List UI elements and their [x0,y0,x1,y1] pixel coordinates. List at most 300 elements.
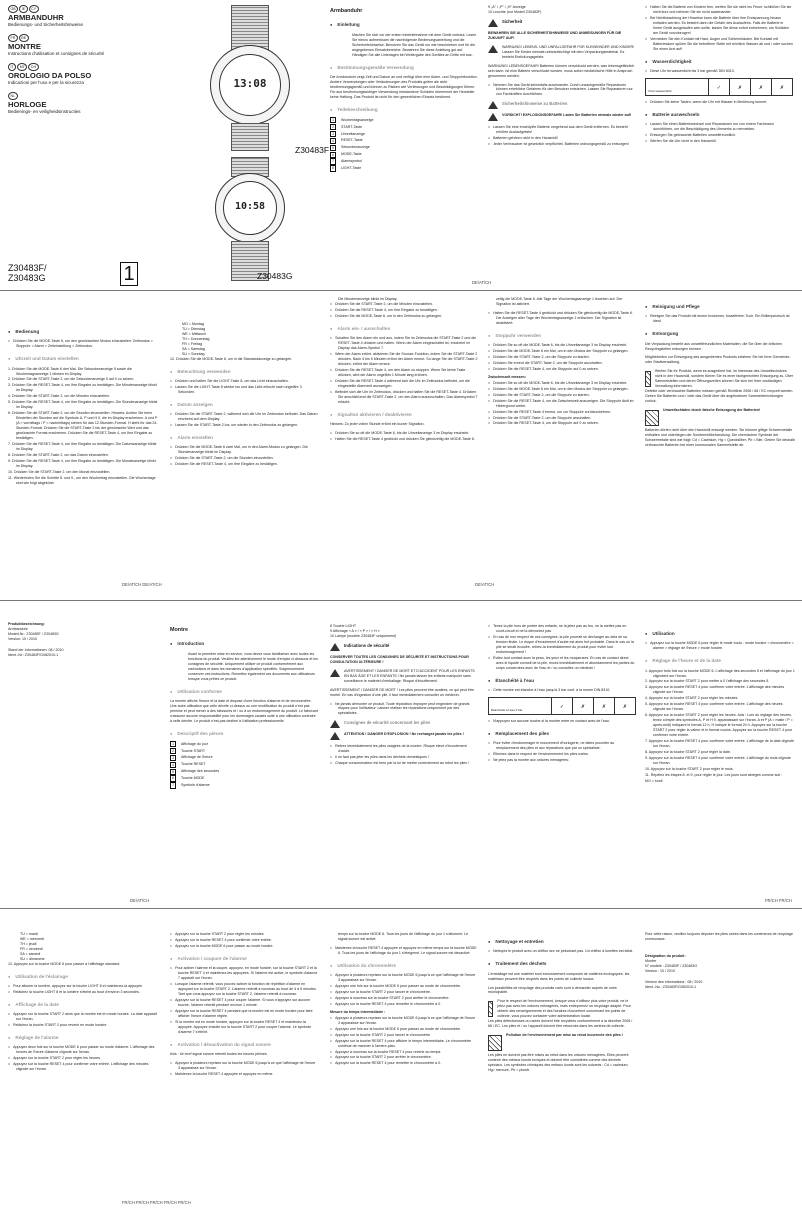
list-item: □ Appuyez sur la touche START 2 pour lancer le chronomètre. [330,1033,478,1038]
list-item: □ Drücken Sie die RESET-Taste 4, um die Zwischenzeit anzuzeigen. Die Stoppuhr läuft im Hintergrund weiter. [488,399,636,409]
paragraph: Machen Sie sich vor der ersten Inbetriebnahme mit dem Gerät vertraut. Lesen Sie hierzu aufmerksam die nachfolgende Bedienungsanleitung und die Sicherheitshinweise. Benutzen Sie das Gerät nur wie beschrieben und für die angegebenen Einsatzbereiche. Bewahren Sie diese Anleitung gut auf. Händigen Sie alle Unterlagen bei Weitergabe des Gerätes an Dritte mit aus. [352,32,477,57]
page-footer: FR/CH FR/CH [765,898,792,903]
list-item: □ Évitez tout contact avec la peau, les yeux et les muqueuses. En cas de contact direct avec le liquide corrosif de la pile, rincez immédiatement et abondamment les parties du corps concernées avec de l'eau et / ou consultez un médecin ! [488,656,636,671]
warning-triangle-icon [330,643,340,651]
part-number: 3 [170,755,176,761]
page-footer: DE/AT/CH [475,582,495,587]
cross-icon: ✗ [572,698,593,714]
day-abbrev: TH = jeudi [20,941,37,946]
list-item: 1. Appuyez trois fois sur la touche MODE 6. L'affichage des secondes 5 et l'affichage du jour 1 clignotent sur l'écran. [645,668,795,678]
list-item [330,158,478,164]
list-item: □ Drücken Sie so oft die MODE-Taste 6, bis die Uhrzeitanzeige 3 im Display erscheint. [488,381,636,386]
page3-col2 [170,624,318,889]
label-heading: Produktbezeichnung: [8,622,45,626]
day-abbrev: TU = mardi [20,932,38,936]
flag-badge: CH [28,63,38,71]
section-heading: ● Descriptif des pièces [170,731,318,737]
section-heading: ● Alarm ein- / ausschalten [330,326,478,332]
section-heading: ● Entsorgung [645,331,795,337]
warning-heading: Umweltschäden durch falsche Entsorgung der Batterien! [663,408,761,413]
section-heading: ● Signalton aktivieren / deaktivieren [330,412,478,418]
day-abbrev: SA = Samstag [182,346,205,351]
list-item: □ Appuyez sur la touche START 2 alors que la montre est en mode horaire. La date apparaît sur l'écran. [8,1012,158,1022]
label-heading: Désignation du produit : [645,953,687,958]
cross-icon: ✗ [771,79,792,95]
label-line: Modell-Nr.: Z30483F / Z30483G [8,631,59,636]
paragraph: Defekte oder verbrauchte Batterien müssen gemäß Richtlinie 2006 / 66 / EC recycelt werden. Geben Sie Batterien und / oder das Gerät über die angebotenen Sammeleinrichtungen zurück. [645,389,794,404]
paragraph: Avant la première mise en service, vous devez vous familiariser avec toutes les fonctions du produit. Veuillez lire attentivement le mode d'emploi ci-dessous et les consignes de sécurité. Uniquement utiliser ce produit conformément aux instructions et dans les domaines d'application spécifiés. Soigneusement conserver ces instructions. Remettez également ces documents aux utilisateurs lorsque vous prêtez ce produit. [188,651,318,681]
list-item: □ Drücken Sie so oft die MODE-Taste 6, bis die Uhrzeitanzeige 3 im Display erscheint. [330,431,478,436]
section-heading: ● Nettoyage et entretien [488,939,636,945]
list-item: □ Drücken Sie die RESET-Taste 4, um die Stoppuhr auf 0 zu setzen. [488,421,636,426]
page4-col1 [8,932,158,1194]
list-item: □ Drücken Sie die MODE-Taste 6 ein Mal, um in den Modus der Stoppuhr zu gelangen. [488,387,636,392]
list-item: □ Halten Sie die RESET-Taste 4 gedrückt und drücken Sie gleichzeitig die MODE-Taste 6. [330,437,478,442]
list-item: □ Relâchez la touche START 2 pour revenir en mode horaire. [8,1023,158,1028]
list-item: □ Drücken Sie die RESET-Taste 4 während sich die Uhr im Zeitmodus befindet, um die eingestellte Alarmzeit anzuzeigen. [330,379,478,389]
paragraph: zeitig die MODE-Taste 6. Alle Tage der Wochentagsanzeige 1 leuchten auf. Der Signalton ist aktiviert. [496,297,623,306]
warning-triangle-icon [330,720,340,728]
list-item: 1. Drücken Sie die MODE-Taste 6 drei Mal. Die Sekundenanzeige 5 sowie die Wochentagsanzeige 1 blinken im Display. [8,366,132,376]
part-label: Touche START [181,748,206,753]
part-label: Touche MODE [181,776,205,781]
check-icon: ✓ [551,698,572,714]
day-abbrev: FR = Freitag [182,341,203,346]
list-item: □ Appuyez une fois sur la touche MODE 6 pour passer au mode de chronomètre. [330,984,478,989]
list-item: 4. Drücken Sie die START-Taste 2, um die Minuten einzustellen. [8,394,110,399]
list-item [330,124,478,130]
part-label: MODE-Taste [341,152,362,157]
pollution-block [488,1033,636,1053]
list-item [170,762,318,768]
page2-col2 [170,322,318,587]
part-line: 9 Affichage « A » / « P » / « H » [330,628,380,633]
watch-illustrations [195,5,330,290]
list-item: □ Diese Uhr ist wasserdicht bis 3 bar gemäß DIN 8310. [645,69,793,74]
list-item: 9. Appuyez sur la touche RESET 4 pour confirmer votre entrée. L'affichage du mois clignote sur l'écran. [645,755,791,765]
list-item: □ Drücken Sie die RESET-Taste 4, um den Alarm zu stoppen. Wenn Sie keine Taste drücken, wird der Alarm ungefähr 1 Minute lang ertönen. [330,368,478,378]
list-item: □ Drücken und halten Sie die LIGHT-Taste 8, um das Licht einzuschalten. [170,379,318,384]
brand-subtitle: Bedienungs- und Sicherheitshinweise [8,22,84,27]
list-item: 6. Appuyez sur la touche START 2 pour régler les heures. Avis : Lors du réglage des heures, tenez compte des symboles A, P et H 9, apparaissant sur l'écran. A et P (A = matin / P = après-midi) indiquent le format 12 h. H indique le format 24 h. Appuyez sur la touche START 2 pour régler la valeur et le format voulus. Appuyez sur la touche RESET 4 pour confirmer votre entrée. [645,713,793,737]
part-label: RESET-Taste [341,138,363,143]
list-item: □ Appuyez une fois sur la touche MODE 6 pour passer au mode de chronomètre. [330,1027,478,1032]
day-abbrev: MO = Montag [182,322,204,326]
page-3 [0,602,802,907]
paragraph: Möglichkeiten zur Entsorgung des ausgedienten Produkts erfahren Sie bei Ihrer Gemeinde- oder Stadtverwaltung. [645,355,791,365]
cross-icon: ✗ [593,698,614,714]
part-number: 5 [330,145,336,151]
list-item: □ Pour activer l'alarme et la couper, appuyez, en mode horaire, sur la touche START 2 et la touche RESET 4 et maintenez-les appuyées. Si l'alarme est active, le symbole d'alarme 7 apparaît sur l'écran. [170,966,318,981]
section-heading: ● Activation / désactivation du signal sonore [170,1042,318,1048]
paragraph: 12. Drücken Sie die MODE-Taste 6, um in die Standardanzeige zu gelangen. [170,356,293,361]
list-item: □ En cas de non respect de ces consignes, la pile pourrait se décharger au-delà de sa tension finale. Le risque d'écoulement d'acide est alors fort probable. Dans le cas où la pile se serait écoulée, retirez-la immédiatement du produit pour éviter tout endommagement ! [488,635,636,655]
list-item: □ Ne jamais démonter ce produit. Toute réparation impropre peut engendrer de grands risques pour l'utilisateur. Laisser réaliser les réparations uniquement par des spécialistes. [330,702,478,717]
cross-icon: ✗ [750,79,771,95]
warning-block [488,113,636,121]
paragraph: Pour cette raison, veuillez toujours déposer les piles usées dans les conteneurs de recyclage communaux. [645,932,794,941]
brand-it [8,63,158,86]
brand-title: MONTRE [8,42,41,51]
list-item: □ Entsorgen Sie gebrauchte Batterien umweltfreundlich. [645,133,793,138]
paragraph: Die Armbanduhr zeigt Zeit und Datum an und verfügt über eine Alarm- und Stoppuhrfunktion. Andere Verwendungen oder Veränderungen des Produkts gelten als nicht bestimmungsgemäß und können zu Risiken wie Verletzungen und Beschädigungen führen. Für aus bestimmungswidriger Verwendung entstandene Schäden übernimmt der Hersteller keine Haftung. Das Produkt ist nicht für den gewerblichen Einsatz bestimmt. [330,74,478,99]
brand-title: OROLOGIO DA POLSO [8,71,92,80]
paragraph: AVERTISSEMENT ! DANGER DE MORT ! Les piles peuvent être avalées, ce qui peut être mortel. En cas d'ingestion d'une pile, il faut immédiatement consulter un médecin. [330,687,475,697]
paragraph: BEWAHREN SIE ALLE SICHERHEITSHINWEISE UND ANWEISUNGEN FÜR DIE ZUKUNFT AUF! [488,30,622,40]
page2-col1 [8,322,158,587]
subheading: Mesure du temps intermédiaire : [330,1009,386,1014]
safety-header [488,19,636,27]
list-item: □ Appuyez sur la touche MODE 6 pour passer au mode horaire. [170,944,318,949]
list-item: □ Relâchez la touche LIGHT 8 et la lumière s'éteint au bout d'environ 3 secondes. [8,990,158,995]
list-item: □ Lassen Sie die START-Taste 2 los, um wieder in den Zeitmodus zu gelangen. [170,423,318,428]
crossed-bin-icon [488,1035,502,1051]
parts-list [330,117,478,172]
list-item: □ Reinigen Sie das Produkt mit einem trockenen, fusselfreien Tuch. Ein Brillenputztuch ist ideal. [645,314,795,324]
list-item: □ Pour allumer la lumière, appuyez sur la touche LIGHT 8 et maintenez-la appuyée. [8,984,158,989]
list-item: □ Appuyez sur la touche RESET 4 pour afficher le temps intermédiaire. Le chronomètre continue de marcher à l'arrière-plan. [330,1039,478,1049]
page1-col3 [488,5,636,275]
list-item: □ Halten Sie die RESET-Taste 4 gedrückt und drücken Sie gleichzeitig die MODE-Taste 6. Die Anzeigen aller Tage der Wochentagsanzeige 1 erlöschen. Der Signalton ist deaktiviert. [488,311,636,326]
list-item: □ Drücken Sie die MODE-Taste 6 zwei Mal, um in den Alarm-Modus zu gelangen. Die Stundenanzeige blinkt im Display. [170,445,318,455]
list-item: □ Drücken Sie erneut die START-Taste 2, um die Stoppuhr anzuhalten. [488,361,636,366]
steps-list [8,367,158,486]
warning-triangle-icon [488,113,498,121]
list-item: □ Drücken Sie die RESET-Taste 4, um Ihre Eingabe zu bestätigen. [170,462,318,467]
list-item [330,145,478,151]
page-divider [0,290,802,291]
list-item: 7. Drücken Sie die RESET-Taste 4, um Ihre Eingabe zu bestätigen. Die Datumsanzeige blinkt im Display. [8,441,157,451]
text-line: Die Minutenanzeige blinkt im Display. [338,297,398,301]
part-number: 8 [330,165,336,171]
list-item: □ Befindet sich die Uhr im Zeitmodus, drücken und halten Sie die RESET-Taste 4. Drücken Sie anschließend die START-Taste 2, um den Alarm auszuschalten. Das Alarmsymbol 7 erlischt. [330,390,478,405]
model-line: Z30483G [8,273,46,283]
list-item: □ Si la montre est en mode horaire, appuyez sur la touche RESET 4 et maintenez-la appuyée. Appuyez ensuite sur la touche START 2 pour couper l'alarme. Le symbole d'alarme 7 s'éteint. [170,1020,318,1035]
part-label: Uhrzeitanzeige [341,131,365,136]
list-item: □ Nehmen Sie das Gerät keinesfalls auseinander. Durch unsachgemäße Reparaturen können erhebliche Gefahren für den Benutzer entstehen. Lassen Sie Reparaturen nur von Fachkräften durchführen. [488,83,636,98]
part-number: 3 [330,131,336,137]
part-number: 5 [170,769,176,775]
list-item [170,782,318,788]
info-line: Stand der Informationen: 08 / 2010 [8,647,64,652]
section-heading: ● Réglage de l'alarme [8,1035,158,1041]
section-heading: ● Einleitung [330,22,478,28]
info-line: Version des informations : 08 / 2010 [645,979,703,984]
warning-text: AVERTISSEMENT ! DANGER DE MORT ET D'ACCIDENT POUR LES ENFANTS EN BAS ÂGE ET LES ENFANTS ! Ne jamais laisser les enfants manipuler sans surveillance le matériel d'emballage. Risque d'étouffement. [344,668,475,683]
warning-triangle-icon [330,669,340,677]
part-number: 4 [330,138,336,144]
page3-col4 [488,624,636,889]
brand-title: HORLOGE [8,100,47,109]
check-icon: ✓ [708,79,729,95]
list-item: □ Appuyez sur la touche START 2 pour lancer le chronomètre. [330,990,478,995]
list-item: 2. Drücken Sie die START-Taste 2, um die Sekundenanzeige 5 auf 0 zu setzen. [8,377,135,382]
list-item: □ Drücken Sie die START-Taste 2, um die Stoppuhr anzuhalten. [488,416,636,421]
section-heading: ● Bestimmungsgemäße Verwendung [330,65,478,71]
list-item [170,775,318,781]
list-item: □ Drücken Sie keine Tasten, wenn die Uhr mit Wasser in Berührung kommt. [645,100,793,105]
list-item: 11. Répétez les étapes 8. et 9. pour régler le jour. Les jours sont abrégés comme suit : [645,772,783,777]
label-line: Version : 10 / 2010 [645,968,675,973]
section-heading: ● Remplacement des piles [488,731,636,737]
list-item [170,755,318,761]
list-item: □ Drücken Sie die START-Taste 2, um die Stoppuhr zu starten. [488,355,636,360]
steps-list [645,669,795,784]
page-footer: DE/AT/CH DE/AT/CH [122,582,162,587]
part-line: 10 Leuchte (nur Modell Z30483F) [488,9,542,14]
day-abbrev: TH = Donnerstag [182,336,210,341]
page-footer: DE/AT/CH [472,280,492,285]
list-item: □ Drücken Sie die START-Taste 2, um die Stoppuhr zu starten. [488,393,636,398]
watch-label: Z30483F [295,145,330,155]
list-item: □ Drücken Sie die RESET-Taste 4 erneut, um zur Stoppuhr zurückzukehren. [488,410,636,415]
part-label: Touche RESET [181,762,206,767]
day-abbrev: WE = Mittwoch [182,331,207,336]
list-item: 5. Appuyez sur la touche RESET 4 pour confirmer votre entrée. L'affichage des heures clignote sur l'écran. [645,702,783,712]
section-heading: ● Traitement des déchets [488,961,636,967]
list-item [330,138,478,144]
paragraph: L'emballage est une matériel sont exclusivement composés de matières écologiques. les matériaux peuvent être recyclés dans les points de collecte locaux. [488,971,630,981]
list-item: 3. Drücken Sie die RESET-Taste 4, um Ihre Eingabe zu bestätigen. Die Minutenanzeige blinkt im Display. [8,383,157,393]
label-line: Version: 10 / 2010 [8,636,37,641]
part-number: 6 [330,152,336,158]
crossed-bin-icon [645,410,659,426]
crossed-bin-icon [488,1001,493,1017]
warning-heading: Pollution de l'environnement par mise au rebut incorrecte des piles ! [506,1033,624,1038]
model-line: Z30483F/ [8,263,47,273]
section-heading: ● Affichage de la date [8,1002,158,1008]
page4-col5 [645,932,795,1194]
list-item [330,131,478,137]
day-abbrev: SA = samedi [20,951,41,956]
paragraph: Les piles ne doivent pas être mises au rebut dans les ordures ménagères. Elles peuvent contenir des métaux lourds toxiques et doivent être considérés comme des déchets spéciaux. Les symboles chimiques des métaux lourds sont les suivants : Cd = cadmium, Hg= mercure, Pb = plomb. [488,1053,629,1073]
list-item: □ Appuyez à nouveau sur la touche RESET 4 pour revenir au temps. [330,1050,478,1055]
note: Hinweis: Zu jeder vollen Stunde ertönt ein kurzer Signalton. [330,421,425,426]
paragraph: La montre affiche l'heure et la date et dispose d'une fonction d'alarme et de chronomètre. Une autre utilisation que celle décrite ci-dessus ou une modification du produit n'est pas permise et peut mener à des blessures et / ou à un endommagement du produit. Le fabricant n'assume aucune responsabilité pour les dommages causés suite à une utilisation contraire à celle décrite. Le produit n'est pas destiné à l'utilisation professionnelle. [170,698,318,723]
label-line: N° modèle : Z30483F / Z30483G [645,963,698,968]
list-item: □ Chaque consommateur est tenu par la loi de mettre correctement au rebut les piles ! [330,761,478,766]
part-number: 1 [170,741,176,747]
list-item: □ Appuyez à plusieurs reprises sur la touche MODE 6 jusqu'à ce que l'affichage de l'heure 3 apparaisse sur l'écran. [330,973,478,983]
model-number [8,263,47,283]
warning-text: WARNUNG! LEBENS- UND UNFALLGEFAHR FÜR KLEINKINDER UND KINDER! Lassen Sie Kinder niemals unbeaufsichtigt mit dem Verpackungsmaterial. Es besteht Erstickungsgefahr. [502,44,635,59]
note: Avis : Un bref signal sonore retentit toutes les heures pleines. [170,1051,268,1056]
warning-triangle-icon [330,732,340,740]
list-item: 10. Drücken Sie die START-Taste 2, um den Monat einzustellen. [8,469,111,474]
warning-triangle-icon [488,101,498,109]
page2-col3 [330,297,478,587]
list-item: □ Lassen Sie einen Batteriewechsel und Reparaturen nur von einem Fachmann durchführen, um die Beschädigung des Uhrwerks zu vermeiden. [645,122,793,132]
subheading: Zwischenzeit messen: [488,374,526,379]
flag-badge: GB [8,5,18,13]
day-abbrev: FR = vendredi [20,946,43,951]
day-abbrev: SU = Sonntag [182,351,205,356]
list-item: 7. Appuyez sur la touche RESET 4 pour confirmer votre entrée. L'affichage de la date clignote sur l'écran. [645,738,794,748]
page3-col3 [330,624,478,889]
warning-text: ATTENTION ! DANGER D'EXPLOSION ! Ne rechargez jamais les piles ! [344,732,464,737]
list-item: 11. Wiederholen Sie die Schritte 8. und 9., um den Wochentag einzustellen. Die Wochentage sind wie folgt abgekürzt: [8,475,156,485]
safety-header [330,643,478,651]
list-item: □ Retirez immédiatement les piles usagées de la montre. Risque élevé d'écoulement d'acide. [330,744,478,754]
list-item: □ Appuyez deux fois sur la touche MODE 6 pour passer au mode d'alarme. L'affichage des heures de l'heure d'alarme clignote sur l'écran. [8,1045,158,1055]
list-item: □ Lassen Sie eine erschöpfte Batterie umgehend aus dem Gerät entfernen. Es besteht erhöhte Auslaufgefahr! [488,125,636,135]
paragraph: Les possibilités de recyclage des produits usés sont à demander auprès de votre municipalité. [488,985,617,995]
day-abbrev: TU = Dienstag [182,326,206,331]
list-item [170,748,318,754]
list-item: □ Appuyez sur la touche RESET 4 pour confirmer votre entrée. L'affichage des minutes clignote sur l'écran. [8,1062,158,1072]
list-item [330,152,478,158]
section-heading: ● Wasserdichtigkeit [645,59,793,65]
list-item: □ Pour éviter d'endommager le mouvement d'horlogerie, ne faites procéder au remplacement des piles et aux réparations que par un spécialiste. [488,741,636,751]
section-heading: ● Activation / coupure de l'alarme [170,956,318,962]
battery-safety-header [330,720,478,728]
page-4 [0,910,802,1209]
list-item: □ Lorsque l'alarme retentit, vous pouvez activer la fonction de répétition d'alarme en appuyant sur la touche START 2. L'alarme retentit à nouveau au bout de 4 à 5 minutes. Tant que vous appuyez sur la touche START 2, l'alarme retentit à nouveau. [170,982,318,997]
watch-f-lcd: 13:08 [233,77,267,90]
part-label: Wochentagsanzeige [341,117,374,122]
list-item: □ Bei Nichtbeachtung der Hinweise kann die Batterie über ihre Endspannung hinaus entladen werden. Es besteht dann die Gefahr des Auslaufens. Falls die Batterie in Ihrem Gerät ausgelaufen sein sollte, lassen Sie diese sofort entnehmen, um Schäden am Gerät vorzubeugen! [645,16,793,36]
section-heading: ● Utilisation du chronomètre [330,963,478,969]
paragraph: Pour le respect de l'environnement, lorsque vous n'utilisez plus votre produit, ne le jetez pas avec les ordures ménagères, mais entreprenez un recyclage adapté. Pour obtenir des renseignements et des horaires d'ouverture concernant les points de collecte, vous pouvez contacter votre administration locale. [497,999,631,1019]
page-divider [0,600,802,601]
paragraph: Les piles défectueuses ou usées doivent être recyclées conformément à la directive 2006 / 66 / EC. Les piles et / ou l'appareil doivent être retournés dans les centres de collecte. [488,1019,633,1029]
list-item [170,741,318,747]
list-item: □ Appuyez à plusieurs reprises sur la touche MODE 6 jusqu'à ce que l'affichage de l'heure 3 apparaisse sur l'écran. [330,1016,478,1026]
paragraph: CONSERVER TOUTES LES CONSIGNES DE SÉCURITÉ ET INSTRUCTIONS POUR CONSULTATION ULTÉRIEURE ! [330,654,469,664]
part-number: 7 [170,782,176,788]
page1-col4 [645,5,793,275]
crossed-bin-icon [645,371,651,387]
page-footer: FR/CH FR/CH FR/CH FR/CH FR/CH [122,1200,191,1205]
list-item: □ Tenez la pile hors de portée des enfants, ne la jetez pas au feu, ne la mettez pas en court-circuit et ne la démontez pas. [488,624,636,634]
day-abbrev: SU = dimanche [20,956,45,961]
list-item: 3. Appuyez sur la touche RESET 4 pour confirmer votre entrée. L'affichage des minutes clignote sur l'écran. [645,685,785,695]
list-item: 4. Appuyez sur la touche START 2 pour régler les minutes. [645,696,739,701]
water-resistance-table [645,78,793,96]
table-cell: 3 bar wasserdicht [648,88,672,93]
list-item: 8. Drücken Sie die START-Taste 2, um das Datum einzustellen. [8,452,109,457]
section-heading: ● Introduction [170,641,318,647]
water-resistance-table [488,697,636,715]
warning-triangle-icon [488,19,498,27]
part-label: Affichage de l'heure [181,755,213,760]
warning-block [330,669,478,684]
warning-text: VORSICHT! EXPLOSIONSGEFAHR! Laden Sie Batterien niemals wieder auf! [502,113,632,118]
list-item: □ Wenn der Alarm ertönt, aktivieren Sie die Snooze-Funktion, indem Sie die START-Taste 2 drücken. Nach 4 bis 5 Minuten ertönt der Alarm erneut. So lange Sie die START-Taste 2 drücken, ertönt der Alarm erneut. [330,352,478,367]
section-heading: ● Alarm einstellen [170,435,318,441]
list-item: □ Drücken Sie die MODE-Taste 6, um in den Zeitmodus zu gelangen. [330,314,478,319]
section-heading: ● Datum anzeigen [170,402,318,408]
list-item: □ Appuyez sur la touche RESET 4 pour confirmer votre entrée. [170,938,318,943]
page-footer: DE/AT/CH [130,898,150,903]
list-item: □ Drücken Sie die RESET-Taste 4, um Ihre Eingabe zu bestätigen. [330,308,478,313]
part-label: LIGHT-Taste [341,166,362,171]
bin-block [645,369,795,389]
flag-badge: IE [19,5,27,13]
list-item: □ Drücken Sie die MODE-Taste 6 ein Mal, um in den Modus der Stoppuhr zu gelangen. [488,349,636,354]
section-heading: ● Étanchéité à l'eau [488,678,636,684]
list-item: □ Appuyez sur la touche MODE 6 pour régler le mode voulu : mode horaire > chronomètre > alarme > réglage de l'heure > mode horaire. [645,641,795,651]
page2-col4 [488,297,636,587]
brand-subtitle: Instructions d'utilisation et consignes de sécurité [8,51,105,56]
list-item [170,769,318,775]
page1-col2 [330,5,478,275]
part-number: 1 [330,117,336,123]
part-label: Symbole d'alarme [181,783,210,788]
list-item: □ Schalten Sie den Alarm ein und aus, indem Sie im Zeitmodus die START-Taste 2 und die RESET-Taste 4 drücken und halten. Wenn der Alarm eingeschaltet ist, erscheint im Display das Alarm-Symbol 7. [330,336,478,351]
label-line: Armbanduhr [8,626,28,631]
list-item: □ Batterien gehören nicht in den Hausmüll! [488,136,636,141]
list-item: 9. Drücken Sie die RESET-Taste 4, um Ihre Eingabe zu bestätigen. Die Monatsanzeige blinkt im Display. [8,458,156,468]
part-line: 10 Lampe (modèle Z30483F uniquement) [330,633,397,638]
brand-gb [8,5,158,28]
section-heading: ● Stoppuhr verwenden [488,333,636,339]
part-number: 6 [170,775,176,781]
section-heading: ● Uhrzeit und Datum einstellen [8,356,158,362]
part-label: START-Taste [341,124,363,129]
page2-col5 [645,297,795,587]
day-abbrev: WE = mercredi [20,936,44,941]
list-item: □ Jeder Verbraucher ist gesetzlich verpflichtet, Batterien ordnungsgemäß zu entsorgen! [488,142,636,147]
section-heading: ● Reinigung und Pflege [645,304,795,310]
battery-safety-header [488,101,636,109]
list-item: □ Drücken Sie so oft die MODE-Taste 6, bis die Uhrzeitanzeige 3 im Display erscheint. [488,343,636,348]
section-heading: ● Beleuchtung verwenden [170,369,318,375]
table-cell: Étanchéité à l'eau 3 bar [491,707,523,712]
list-item: □ Appuyez sur la touche RESET 4 pendant que la montre est en mode horaire pour faire afficher l'heure d'alarme réglée. [170,1009,318,1019]
parts-list [170,741,318,789]
list-item: □ Vermeiden Sie den Kontakt mit Haut, Augen und Schleimhäuten. Bei Kontakt mit Batteriesäure spülen Sie die betroffene Stelle mit reichlich Wasser ab und / oder suchen Sie einen Arzt auf! [645,37,793,52]
list-item: □ Cette montre est étanche à l'eau jusqu'à 3 bar conf. à la norme DIN 8310. [488,688,636,693]
page-1 [0,0,802,292]
list-item: □ Éliminez dans le respect de l'environnement les piles usées. [488,752,636,757]
list-item: □ Lassen Sie die LIGHT-Taste 8 wieder los und das Licht erlischt nach ungefähr 3 Sekunden. [170,385,318,395]
part-label: Alarmsymbol [341,159,362,164]
list-item: □ Drücken Sie die START-Taste 2, um die Minuten einzustellen. [330,302,478,307]
flag-badge: CY [29,5,39,13]
page-2 [0,292,802,597]
paragraph: WARNUNG! LEBENSGEFAHR! Batterien können verschluckt werden, was lebensgefährlich sein kann. Ist eine Batterie verschluckt worden, muss sofort medizinische Hilfe in Anspruch genommen werden. [488,63,635,78]
list-item: □ Il ne faut pas jeter les piles dans les déchets domestiques ! [330,755,478,760]
part-label: Affichage du jour [181,741,208,746]
part-number: 2 [330,124,336,130]
page3-col5 [645,624,795,889]
warning-block [488,45,636,60]
paragraph: temps sur la touche MODE 6. Tous les jours de l'affichage du jour 1 s'allument. Le signal sonore est activé. [338,932,469,941]
page4-col4 [488,932,636,1194]
list-item: 10. Appuyez sur la touche START 2 pour régler le mois. [645,766,734,771]
list-item: MO = lundi [645,778,663,783]
warning-triangle-icon [488,45,498,53]
section-title: Montre [170,627,188,633]
page4-col3 [330,932,478,1194]
list-item: □ Drücken Sie die RESET-Taste 4, um die Stoppuhr auf 0 zu setzen. [488,367,636,372]
list-item: □ Appuyez sur la touche START 2 pour régler les minutes. [170,932,318,937]
section-heading: Sicherheitshinweise zu Batterien [502,101,568,107]
list-item: □ Nettoyez le produit avec un chiffon sec ne peluchant pas. Un chiffon à lunettes est idéal. [488,949,636,954]
page-number-box: 1 [120,262,138,286]
list-item: □ Drücken Sie die MODE-Taste 6, um den gewünschten Modus einzustellen: Zeitmodus > Stoppuhr > Alarm > Zeiteinstellung > Zeitmodus. [8,339,158,349]
list-item: 2. Appuyez sur la touche START 2 pour mettre à 0 l'affichage des secondes 5. [645,679,770,684]
info-line: Ident.-Nr.: Z30483F/G082010-1 [8,652,59,657]
list-item: □ Werfen Sie die Uhr nicht in den Hausmüll. [645,139,793,144]
part-number: 4 [170,762,176,768]
list-item: □ Appuyez sur la touche RESET 4 pour remettre le chronomètre à 0. [330,1061,478,1066]
section-heading: ● Réglage de l'heure et de la date [645,658,795,664]
list-item: □ N'appuyez sur aucune touche si la montre entre en contact avec de l'eau. [488,719,636,724]
cover-column [8,5,158,290]
paragraph: 12. Appuyez sur la touche MODE 6 pour passer à l'affichage standard. [8,961,121,966]
